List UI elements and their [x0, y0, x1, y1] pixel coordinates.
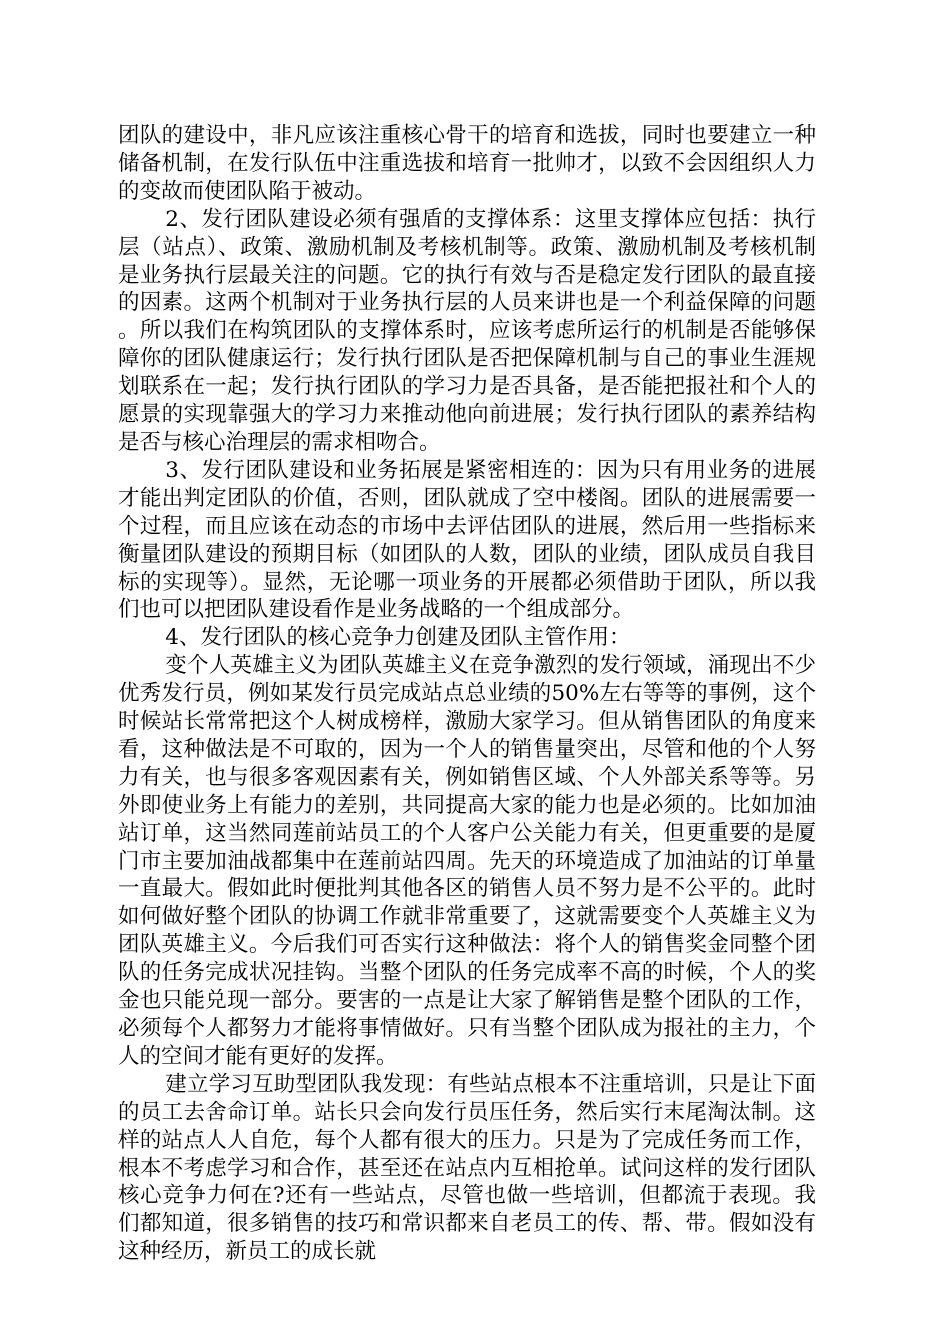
document-body [118, 122, 816, 1266]
paragraph-3: 3、发行团队建设和业务拓展是紧密相连的：因为只有用业务的进展才能出判定团队的价值，否则，团队就成了空中楼阁。团队的进展需要一个过程，而且应该在动态的市场中去评估团队的进展，然后用一些指标来衡量团队建设的预期目标（如团队的人数，团队的业绩，团队成员自我目标的实现等）。显然，无论哪一项业务的开展都必须借助于团队，所以我们也可以把团队建设看作是业务战略的一个组成部分。 [118, 457, 816, 623]
paragraph-6: 建立学习互助型团队我发现：有些站点根本不注重培训，只是让下面的员工去舍命订单。站长只会向发行员压任务，然后实行末尾淘汰制。这样的站点人人自危，每个人都有很大的压力。只是为了完成任务而工作，根本不考虑学习和合作，甚至还在站点内互相抢单。试问这样的发行团队核心竞争力何在?还有一些站点，尽管也做一些培训，但都流于表现。我们都知道，很多销售的技巧和常识都来自老员工的传、帮、带。假如没有这种经历，新员工的成长就 [118, 1071, 816, 1265]
paragraph-1: 团队的建设中，非凡应该注重核心骨干的培育和选拔，同时也要建立一种储备机制，在发行队伍中注重选拔和培育一批帅才，以致不会因组织人力的变故而使团队陷于被动。 [118, 123, 816, 204]
paragraph-5: 变个人英雄主义为团队英雄主义在竞争激烈的发行领域，涌现出不少优秀发行员，例如某发行员完成站点总业绩的50%左右等等的事例，这个时候站长常常把这个人树成榜样，激励大家学习。但从销售团队的角度来看，这种做法是不可取的，因为一个人的销售量突出，尽管和他的个人努力有关，也与很多客观因素有关，例如销售区域、个人外部关系等等。另外即使业务上有能力的差别，共同提高大家的能力也是必须的。比如加油站订单，这当然同莲前站员工的个人客户公关能力有关，但更重要的是厦门市主要加油战都集中在莲前站四周。先天的环境造成了加油站的订单量一直最大。假如此时便批判其他各区的销售人员不努力是不公平的。此时如何做好整个团队的协调工作就非常重要了，这就需要变个人英雄主义为团队英雄主义。今后我们可否实行这种做法：将个人的销售奖金同整个团队的任务完成状况挂钩。当整个团队的任务完成率不高的时候，个人的奖金也只能兑现一部分。要害的一点是让大家了解销售是整个团队的工作，必须每个人都努力才能将事情做好。只有当整个团队成为报社的主力，个人的空间才能有更好的发挥。 [118, 653, 816, 1069]
paragraph-4: 4、发行团队的核心竞争力创建及团队主管作用： [165, 625, 631, 651]
paragraph-2: 2、发行团队建设必须有强盾的支撑体系：这里支撑体应包括：执行层（站点）、政策、激励机制及考核机制等。政策、激励机制及考核机制是业务执行层最关注的问题。它的执行有效与否是稳定发行团队的最直接的因素。这两个机制对于业务执行层的人员来讲也是一个利益保障的问题。所以我们在构筑团队的支撑体系时，应该考虑所运行的机制是否能够保障你的团队健康运行；发行执行团队是否把保障机制与自己的事业生涯规划联系在一起；发行执行团队的学习力是否具备，是否能把报社和个人的愿景的实现靠强大的学习力来推动他向前进展；发行执行团队的素养结构是否与核心治理层的需求相吻合。 [118, 206, 816, 455]
